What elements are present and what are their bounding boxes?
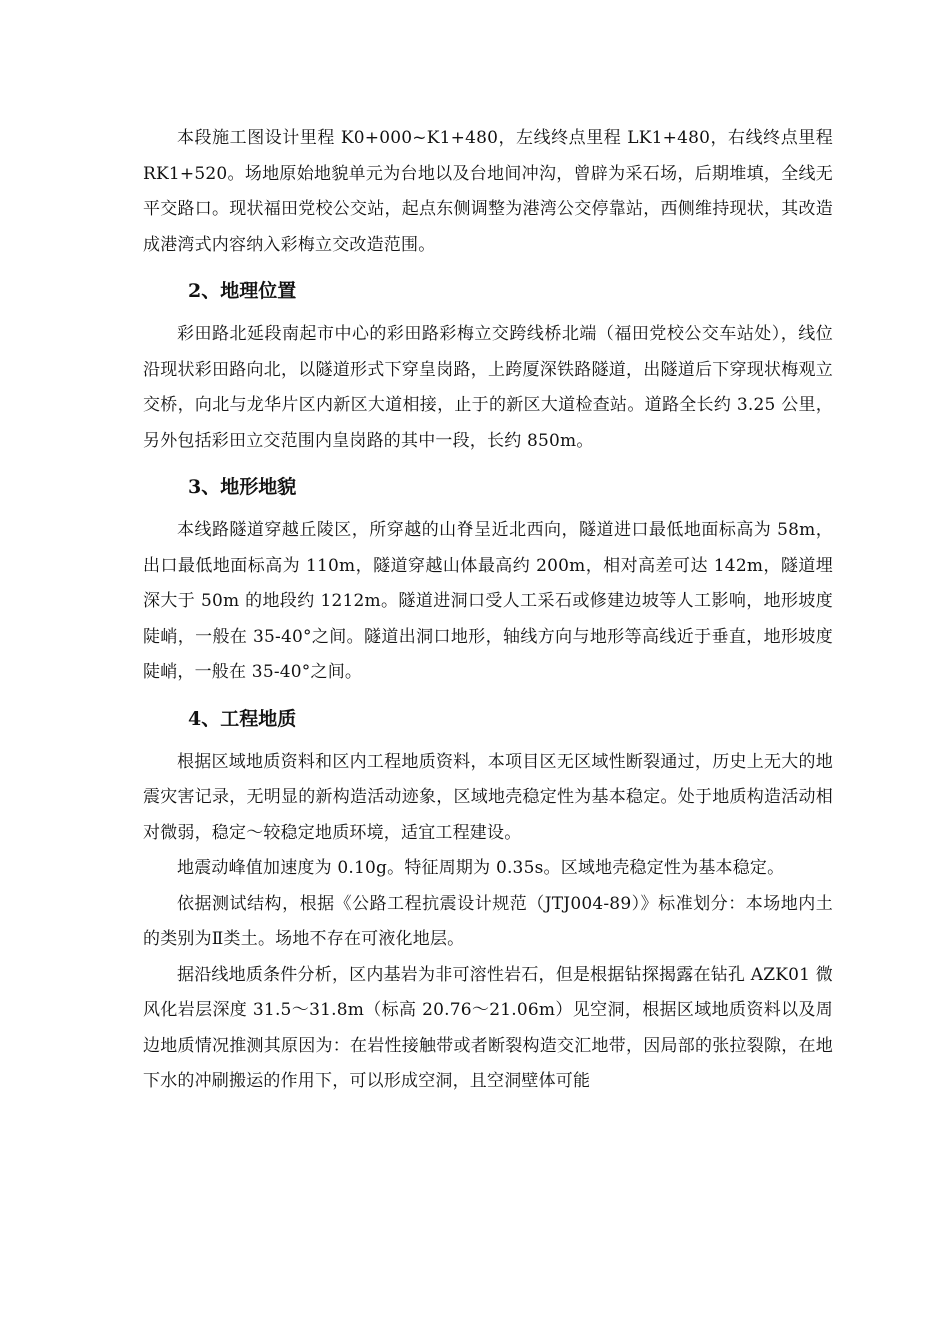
paragraph-regional-geology: 根据区域地质资料和区内工程地质资料，本项目区无区域性断裂通过，历史上无大的地震灾害记录，无明显的新构造活动迹象，区域地壳稳定性为基本稳定。处于地质构造活动相对微弱，稳定～较稳定地质环境，适宜工程建设。 [143,751,833,843]
paragraph-cavity-analysis: 据沿线地质条件分析，区内基岩为非可溶性岩石，但是根据钻探揭露在钻孔 AZK01 微风化岩层深度 31.5～31.8m（标高 20.76～21.06m）见空洞，根据区域地质资料以及周边地质情况推测其原因为：在岩性接触带或者断裂构造交汇地带，因局部的张拉裂隙，在地下水的冲刷搬运的作用下，可以形成空洞，且空洞壁体可能 [143,964,833,1091]
paragraph-topography: 本线路隧道穿越丘陵区，所穿越的山脊呈近北西向，隧道进口最低地面标高为 58m，出口最低地面标高为 110m，隧道穿越山体最高约 200m，相对高差可达 142m，隧道埋深大于 50m 的地段约 1212m。隧道进洞口受人工采石或修建边坡等人工影响，地形坡度陡峭，一般在 35-40°之间。隧道出洞口地形，轴线方向与地形等高线近于垂直，地形坡度陡峭，一般在 35-40°之间。 [143,520,833,682]
paragraph-geographic-location: 彩田路北延段南起市中心的彩田路彩梅立交跨线桥北端（福田党校公交车站处），线位沿现状彩田路向北，以隧道形式下穿皇岗路，上跨厦深铁路隧道，出隧道后下穿现状梅观立交桥，向北与龙华片区内新区大道相接，止于的新区大道检查站。道路全长约 3.25 公里，另外包括彩田立交范围内皇岗路的其中一段，长约 850m。 [143,324,833,451]
heading-topography: 3、地形地貌 [188,476,297,498]
heading-engineering-geology: 4、工程地质 [188,707,297,730]
heading-geographic-location: 2、地理位置 [188,280,297,302]
paragraph-seismic-parameters: 地震动峰值加速度为 0.10g。特征周期为 0.35s。区域地壳稳定性为基本稳定。 [177,858,785,878]
document-body [143,121,833,1100]
paragraph-site-classification: 依据测试结构，根据《公路工程抗震设计规范（JTJ004-89）》标准划分：本场地内土的类别为Ⅱ类土。场地不存在可液化地层。 [143,893,833,949]
paragraph-route-overview: 本段施工图设计里程 K0+000~K1+480，左线终点里程 LK1+480，右线终点里程 RK1+520。场地原始地貌单元为台地以及台地间冲沟，曾辟为采石场，后期堆填，全线无平交路口。现状福田党校公交站，起点东侧调整为港湾公交停靠站，西侧维持现状，其改造成港湾式内容纳入彩梅立交改造范围。 [143,128,833,255]
